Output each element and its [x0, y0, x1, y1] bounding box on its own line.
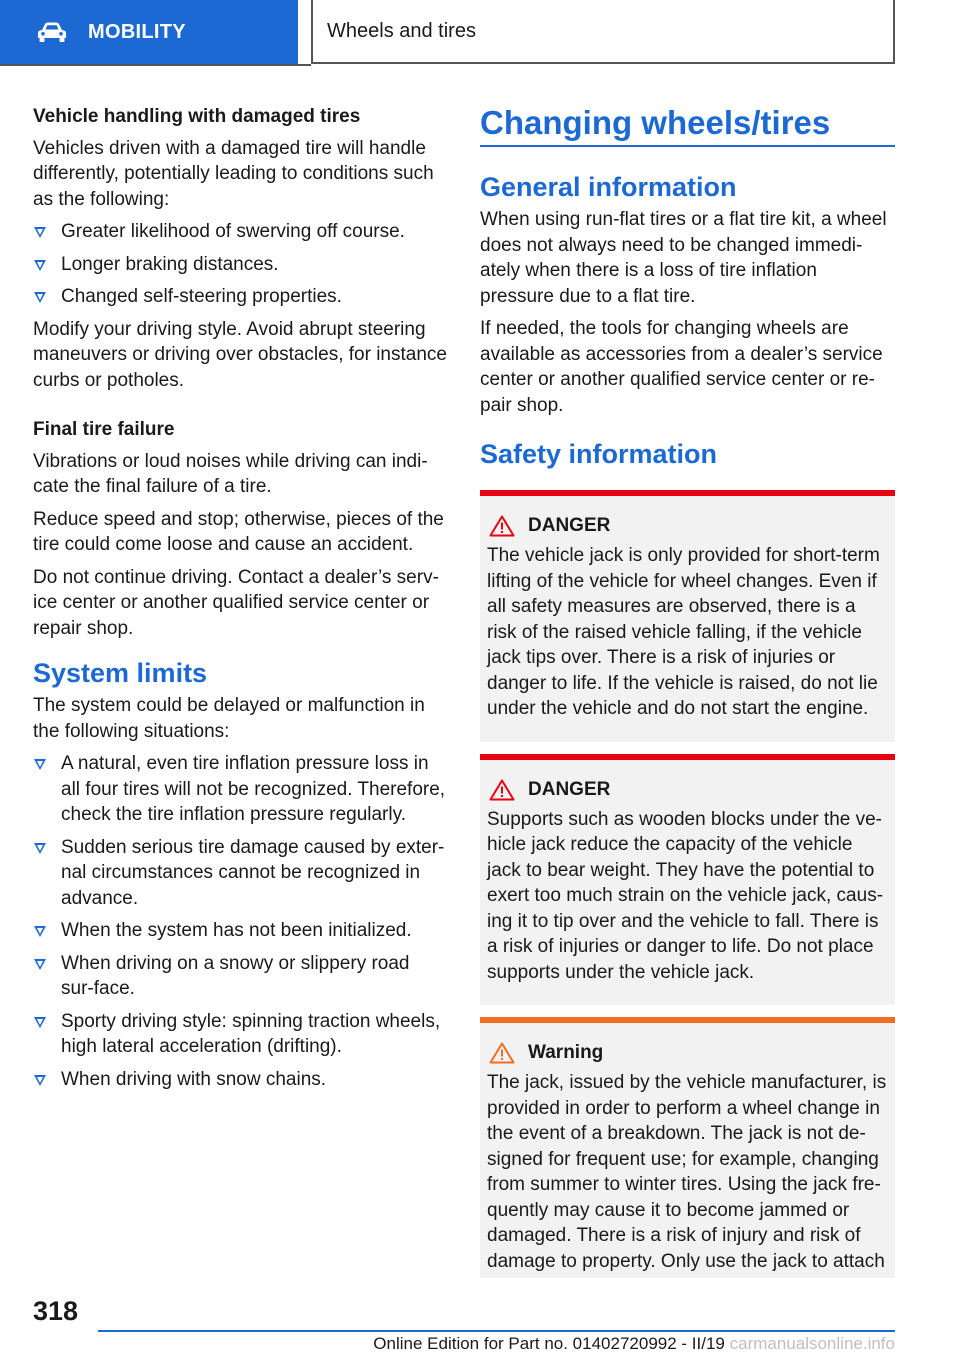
list-item: Sudden serious tire damage caused by exter‐nal circumstances cannot be recognized in advance. [33, 835, 447, 912]
system-limits-intro: The system could be delayed or malfunction in the following situations: [33, 695, 425, 742]
page-title: Changing wheels/tires [480, 103, 895, 147]
section-tab-label: MOBILITY [88, 20, 186, 43]
system-limits-list [33, 751, 447, 1092]
damaged-tires-advice: Modify your driving style. Avoid abrupt steering maneuvers or driving over obstacles, for instance curbs or potholes. [33, 318, 447, 391]
final-failure-heading: Final tire failure [33, 419, 175, 440]
danger-label: DANGER [528, 515, 611, 536]
damaged-tires-heading: Vehicle handling with damaged tires [33, 106, 361, 127]
danger-box-supports [480, 754, 895, 1006]
triangle-bullet-icon [34, 759, 46, 770]
list-item: When driving on a snowy or slippery road sur‐face. [33, 951, 447, 1002]
warning-triangle-icon [489, 779, 515, 801]
right-column [480, 103, 895, 1290]
general-info-p2: If needed, the tools for changing wheels are available as accessories from a dealer’s service center or another qualified service center or re‐pair shop. [480, 318, 883, 416]
list-item: Changed self-steering properties. [33, 284, 447, 310]
footer-watermark: carmanualsonline.info [729, 1334, 895, 1353]
damaged-tires-intro: Vehicles driven with a damaged tire will handle differently, potentially leading to conditions such as the following: [33, 137, 434, 210]
car-icon [36, 21, 68, 43]
section-tab[interactable] [0, 0, 298, 64]
triangle-bullet-icon [34, 292, 46, 303]
triangle-bullet-icon [34, 227, 46, 238]
final-failure-p1: Vibrations or loud noises while driving can indi‐cate the final failure of a tire. [33, 450, 428, 497]
warning-triangle-icon [489, 515, 515, 537]
list-item: Sporty driving style: spinning traction wheels, high lateral acceleration (drifting). [33, 1009, 447, 1060]
safety-info-heading: Safety information [480, 439, 718, 469]
list-item: Greater likelihood of swerving off course. [33, 219, 447, 245]
danger-text: Supports such as wooden blocks under the ve‐hicle jack reduce the capacity of the vehicle jack to bear weight. They have the potential to exert too much strain on the vehicle jack, caus‐ing it to tip over and the vehicle to fall. There is a risk of injuries or danger to life. Do not place supports under the vehicle jack. [487, 808, 884, 983]
triangle-bullet-icon [34, 926, 46, 937]
general-info-heading: General information [480, 172, 737, 202]
triangle-bullet-icon [34, 260, 46, 271]
warning-triangle-icon [489, 1042, 515, 1064]
list-item: Longer braking distances. [33, 252, 447, 278]
danger-text: The vehicle jack is only provided for short-term lifting of the vehicle for wheel changes. Even if all safety measures are observed, there is a risk of the raised vehicle falling, if the vehicle jack tips over. There is a risk of injuries or danger to life. If the vehicle is raised, do not lie under the vehicle and do not start the engine. [487, 545, 880, 719]
warning-label: Warning [528, 1042, 604, 1063]
list-item: A natural, even tire inflation pressure loss in all four tires will not be recognized. Therefore, check the tire inflation pressure regularly. [33, 751, 447, 828]
chapter-title: Wheels and tires [311, 0, 895, 64]
footer-divider [98, 1330, 895, 1332]
triangle-bullet-icon [34, 1075, 46, 1086]
left-column [33, 104, 447, 1099]
page-number: 318 [33, 1296, 79, 1326]
list-item: When the system has not been initialized. [33, 918, 447, 944]
warning-box-jack-use [480, 1017, 895, 1278]
list-item: When driving with snow chains. [33, 1067, 447, 1093]
damaged-tires-list [33, 219, 447, 310]
final-failure-p2: Reduce speed and stop; otherwise, pieces of the tire could come loose and cause an accident. [33, 508, 444, 555]
triangle-bullet-icon [34, 1017, 46, 1028]
danger-label: DANGER [528, 778, 611, 800]
footer-edition: Online Edition for Part no. 01402720992 - II/19 carmanualsonline.info [373, 1334, 895, 1353]
system-limits-heading: System limits [33, 658, 208, 688]
header-divider [0, 64, 311, 66]
warning-text: The jack, issued by the vehicle manufacturer, is provided in order to perform a wheel change in the event of a breakdown. The jack is not de‐signed for frequent use; for example, changing from summer to winter tires. Using the jack fre‐quently may cause it to become jammed or damaged. There is a risk of injury and risk of damage to property. Only use the jack to attach [487, 1072, 887, 1272]
danger-box-jack-lifting [480, 490, 895, 742]
general-info-p1: When using run-flat tires or a flat tire kit, a wheel does not always need to be changed immedi‐ately when there is a loss of tire inflation pressure due to a flat tire. [480, 209, 887, 307]
triangle-bullet-icon [34, 843, 46, 854]
final-failure-p3: Do not continue driving. Contact a dealer’s serv‐ice center or another qualified service center or repair shop. [33, 566, 439, 639]
triangle-bullet-icon [34, 959, 46, 970]
